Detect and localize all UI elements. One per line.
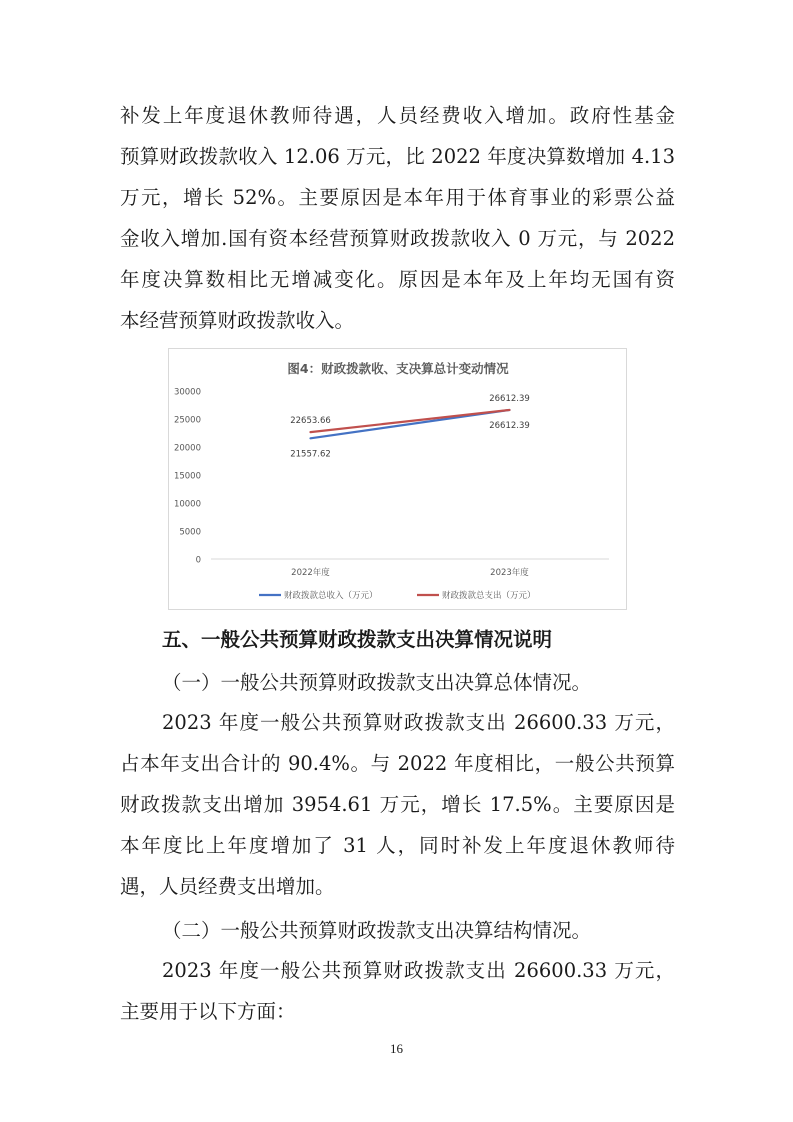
text-line: 财政拨款支出增加 3954.61 万元，增长 17.5%。主要原因是 (120, 793, 675, 816)
series-line (311, 410, 510, 432)
y-tick-label: 15000 (173, 471, 201, 482)
data-label: 26612.39 (489, 393, 530, 404)
text-line: 万元，增长 52%。主要原因是本年用于体育事业的彩票公益 (120, 186, 675, 209)
subsection-heading: （一）一般公共预算财政拨款支出决算总体情况。 (162, 671, 592, 694)
y-tick-label: 10000 (173, 499, 201, 510)
section-heading: 五、一般公共预算财政拨款支出决算情况说明 (162, 628, 553, 651)
data-label: 21557.62 (290, 449, 331, 460)
text-line: 年度决算数相比无增减变化。原因是本年及上年均无国有资 (120, 268, 675, 291)
y-tick-label: 5000 (179, 527, 201, 538)
data-label: 26612.39 (489, 420, 530, 431)
y-tick-label: 25000 (173, 415, 201, 426)
text-line: 金收入增加.国有资本经营预算财政拨款收入 0 万元，与 2022 (120, 227, 675, 250)
text-line: 遇，人员经费支出增加。 (120, 875, 335, 898)
chart-svg (169, 349, 628, 611)
text-line: 占本年支出合计的 90.4%。与 2022 年度相比，一般公共预算 (120, 752, 675, 775)
text-line: 本年度比上年度增加了 31 人，同时补发上年度退休教师待 (120, 834, 675, 857)
text-line: 预算财政拨款收入 12.06 万元，比 2022 年度决算数增加 4.13 (120, 145, 675, 168)
text-line: 2023 年度一般公共预算财政拨款支出 26600.33 万元， (162, 959, 675, 982)
legend-label: 财政拨款总收入（万元） (284, 591, 378, 601)
y-tick-label: 0 (195, 555, 201, 566)
y-tick-label: 20000 (173, 443, 201, 454)
x-tick-label: 2023年度 (490, 568, 529, 578)
paragraph-structure (120, 950, 675, 1032)
text-line: 主要用于以下方面： (120, 1000, 296, 1023)
y-tick-label: 30000 (173, 387, 201, 398)
legend-label: 财政拨款总支出（万元） (442, 591, 536, 601)
text-line: 本经营预算财政拨款收入。 (120, 309, 355, 332)
paragraph-income (120, 95, 675, 341)
paragraph-overall (120, 702, 675, 907)
chart-title: 图4：财政拨款收、支决算总计变动情况 (287, 361, 509, 376)
data-label: 22653.66 (290, 416, 331, 427)
page-number: 16 (390, 1041, 403, 1056)
text-line: 补发上年度退休教师待遇，人员经费收入增加。政府性基金 (120, 104, 675, 127)
line-chart (168, 348, 627, 610)
text-line: 2023 年度一般公共预算财政拨款支出 26600.33 万元， (162, 711, 675, 734)
x-tick-label: 2022年度 (291, 568, 330, 578)
subsection-heading: （二）一般公共预算财政拨款支出决算结构情况。 (162, 919, 592, 942)
